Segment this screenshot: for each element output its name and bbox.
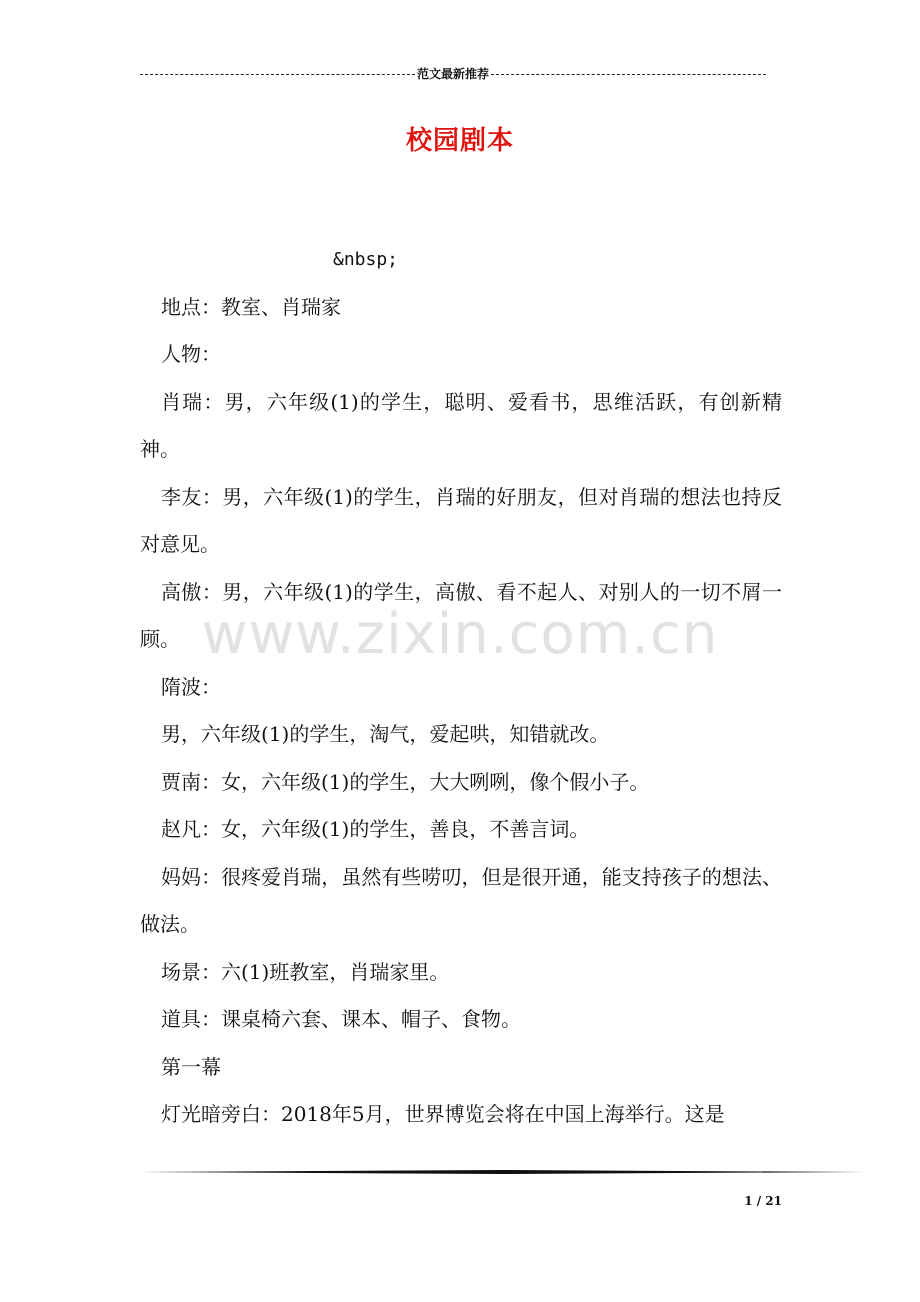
paragraph-narration: 灯光暗旁白：2018年5月，世界博览会将在中国上海举行。这是 xyxy=(161,1102,725,1126)
paragraph-scene: 场景：六(1)班教室，肖瑞家里。 xyxy=(161,959,450,984)
paragraph-character-zhaofan: 赵凡：女，六年级(1)的学生，善良，不善言词。 xyxy=(161,817,590,841)
paragraph-character-liyou: 李友：男，六年级(1)的学生，肖瑞的好朋友，但对肖瑞的想法也持反对意见。 xyxy=(140,484,782,556)
paragraph-character-jianan: 贾南：女，六年级(1)的学生，大大咧咧，像个假小子。 xyxy=(161,769,650,794)
paragraph-character-suibo-desc: 男，六年级(1)的学生，淘气，爱起哄，知错就改。 xyxy=(161,722,610,746)
paragraph-characters-heading: 人物： xyxy=(161,342,221,366)
document-title: 校园剧本 xyxy=(405,126,514,156)
paragraph-nbsp: &nbsp; xyxy=(333,249,399,270)
paragraph-character-gaoao: 高傲：男，六年级(1)的学生，高傲、看不起人、对别人的一切不屑一顾。 xyxy=(140,579,782,651)
footer-rule xyxy=(140,1170,864,1174)
document-body xyxy=(140,236,782,1139)
paragraph-act-one: 第一幕 xyxy=(161,1054,221,1079)
header-label: 范文最新推荐 xyxy=(417,67,490,81)
paragraph-props: 道具：课桌椅六套、课本、帽子、食物。 xyxy=(161,1007,521,1031)
paragraph-character-xiaorui: 肖瑞：男，六年级(1)的学生，聪明、爱看书，思维活跃，有创新精神。 xyxy=(140,389,782,461)
paragraph-character-mother: 妈妈：很疼爱肖瑞，虽然有些唠叨，但是很开通，能支持孩子的想法、做法。 xyxy=(140,864,782,936)
header-dash-left xyxy=(140,74,415,75)
page-number: 1 / 21 xyxy=(744,1194,782,1208)
page-header xyxy=(140,66,766,82)
paragraph-location: 地点：教室、肖瑞家 xyxy=(161,294,341,319)
header-dash-right xyxy=(491,74,766,75)
watermark: www.zixin.com.cn xyxy=(201,602,719,667)
paragraph-character-suibo-name: 隋波： xyxy=(161,674,221,699)
